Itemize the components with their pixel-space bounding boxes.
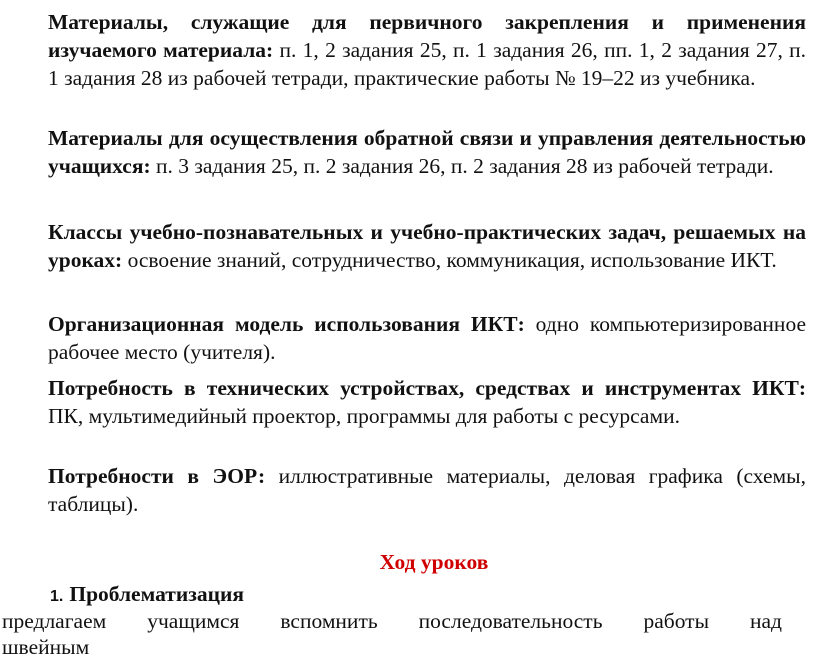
section-title	[50, 582, 244, 607]
paragraph-label: Классы учебно-познавательных и учебно-практических задач, решаемых на уроках:	[48, 220, 806, 272]
paragraph-ict-devices	[48, 374, 806, 430]
paragraph-text: иллюстративные материалы, деловая графика (схемы, таблицы).	[48, 464, 806, 516]
paragraph-label: Потребности в ЭОР:	[48, 464, 266, 488]
section-body	[2, 608, 782, 660]
paragraph-label: Материалы для осуществления обратной связи и управления деятельностью учащихся:	[48, 126, 806, 178]
section-number: 1.	[50, 588, 64, 605]
body-line: швейным	[2, 635, 90, 659]
paragraph-label: Потребность в технических устройствах, средствах и инструментах ИКТ:	[48, 376, 806, 400]
paragraph-ict-model	[48, 310, 806, 366]
body-line: предлагаем учащимся вспомнить последовательность работы над	[2, 609, 782, 633]
paragraph-eor-needs	[48, 462, 806, 518]
paragraph-text: одно компьютеризированное рабочее место (учителя).	[48, 312, 806, 364]
paragraph-task-classes	[48, 218, 806, 274]
section-title-text: Проблематизация	[69, 582, 245, 606]
paragraph-label: Материалы, служащие для первичного закрепления и применения изучаемого материала:	[48, 10, 806, 62]
paragraph-consolidation-materials	[48, 8, 806, 92]
paragraph-text: п. 3 задания 25, п. 2 задания 26, п. 2 задания 28 из рабочей тетради.	[150, 154, 774, 178]
paragraph-text: п. 1, 2 задания 25, п. 1 задания 26, пп. 1, 2 задания 27, п. 1 задания 28 из рабочей тетради, практические работы № 19–22 из учебника.	[48, 38, 806, 90]
paragraph-feedback-materials	[48, 124, 806, 180]
lesson-heading: Ход уроков	[379, 550, 489, 574]
paragraph-text: ПК, мультимедийный проектор, программы для работы с ресурсами.	[48, 404, 680, 428]
paragraph-text: освоение знаний, сотрудничество, коммуникация, использование ИКТ.	[122, 248, 777, 272]
paragraph-label: Организационная модель использования ИКТ:	[48, 312, 525, 336]
